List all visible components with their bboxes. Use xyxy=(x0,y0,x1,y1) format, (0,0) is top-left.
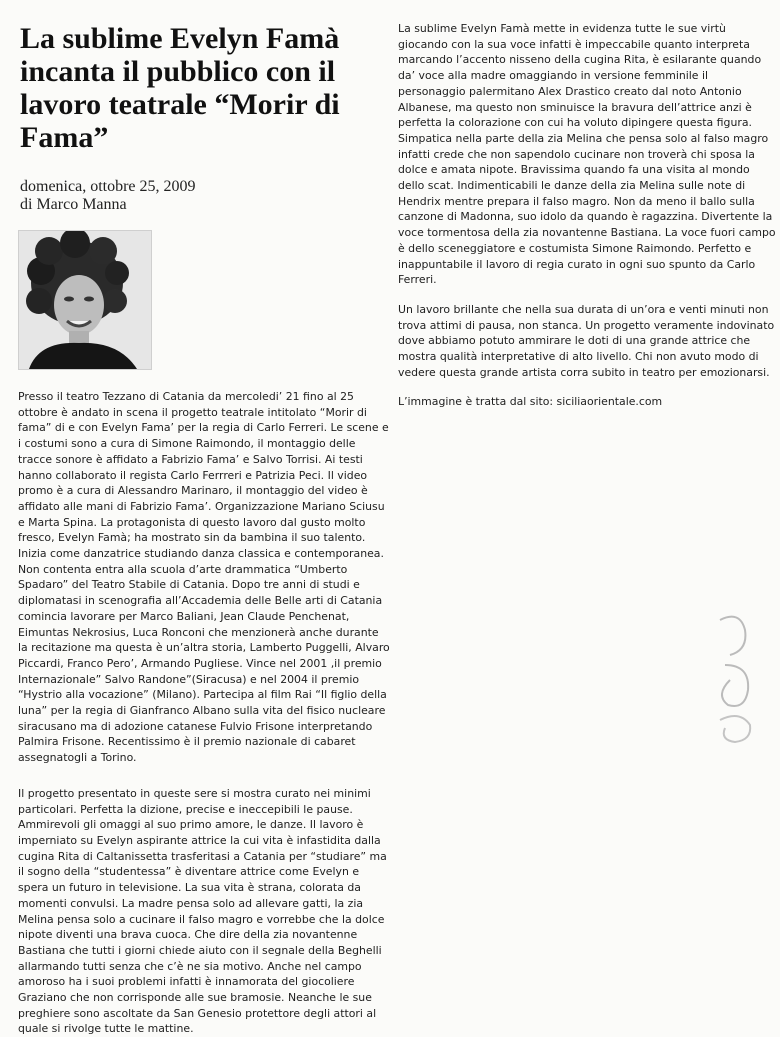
paragraph-3: La sublime Evelyn Famà mette in evidenza tutte le sue virtù giocando con la sua voce infatti è impeccabile quanto interpreta marcando l’accento nisseno della cugina Rita, è esilarante quando da’ voce alla madre omaggiando in versione femminile il personaggio palermitano Alex Drastico creato dal noto Antonio Albanese, ma questo non sminuisce la bravura dell’attrice anzi è perfetta la colorazione con cui ha voluto dipingere questa figura. Simpatica nella parte della zia Melina che pensa solo al falso magro infatti crede che non sapendolo cucinare non troverà chi sposa la dolce e amata nipote. Bravissima quando fa una visita al mondo dello scat. Indimenticabili le danze della zia Melina sulle note di Hendrix mentre prepara il falso magro. Non da meno il ballo sulla canzone di Madonna, suo idolo da quando è ragazzina. Divertente la voce tormentosa della zia novantenne Bastiana. La voce fuori campo è dello sceneggiatore e costumista Simone Raimondo. Perfetto e inappuntabile il lavoro di regia curato in ogni suo spunto da Carlo Ferreri. xyxy=(398,22,776,287)
handwritten-margin-mark xyxy=(700,610,770,750)
portrait-photo-icon xyxy=(18,230,152,370)
article-date: domenica, ottobre 25, 2009 xyxy=(20,178,196,195)
article-byline: di Marco Manna xyxy=(20,196,127,213)
article-title: La sublime Evelyn Famà incanta il pubblico con il lavoro teatrale “Morir di Fama” xyxy=(20,22,340,154)
dateline xyxy=(20,178,370,214)
paragraph-1: Presso il teatro Tezzano di Catania da mercoledi’ 21 fino al 25 ottobre è andato in scena il progetto teatrale intitolato “Morir di fama” di e con Evelyn Fama’ per la regia di Carlo Ferreri. Le scene e i costumi sono a cura di Simone Raimondo, il montaggio delle tracce sonore è affidato a Fabrizio Fama’ e Salvo Torrisi. Ai testi hanno collaborato il regista Carlo Ferrreri e Patrizia Peci. Il video promo è a cura di Alessandro Marinaro, il montaggio del video è affidato alle mani di Fabrizio Fama’. Organizzazione Mariano Sciusu e Marta Spina. La protagonista di questo lavoro dal gusto molto fresco, Evelyn Famà; ha mostrato sin da bambina il suo talento. Inizia come danzatrice studiando danza classica e contemporanea. Non contenta entra alla scuola d’arte drammatica “Umberto Spadaro” del Teatro Stabile di Catania. Dopo tre anni di studi e diplomatasi in scenografia all’Accademia delle Belle arti di Catania comincia lavorare per Marco Baliani, Jean Claude Penchenat, Eimuntas Nekrosius, Luca Ronconi che menzionerà anche durante la recitazione ma questa è un’altra storia, Lamberto Puggelli, Alvaro Piccardi, Franco Pero’, Armando Pugliese. Vince nel 2001 ,il premio Internazionale” Salvo Randone”(Siracusa) e nel 2004 il premio “Hystrio alla vocazione” (Milano). Partecipa al film Rai “Il figlio della luna” per la regia di Gianfranco Albano sulla vita del fisico nucleare siracusano ma di adozione catanese Fulvio Frisone interpretando Palmira Frisone. Recentissimo è il premio nazionale di cabaret assegnatogli a Torino. xyxy=(18,390,390,765)
paragraph-4: Un lavoro brillante che nella sua durata di un’ora e venti minuti non trova attimi di pausa, non stanca. Un progetto veramente indovinato dove abbiamo potuto ammirare le doti di una grande attrice che mostra qualità interpretative di alto livello. Chi non avuto modo di vedere questa grande artista corra subito in teatro per emozionarsi. xyxy=(398,302,775,379)
image-source-note: L’immagine è tratta dal sito: siciliaorientale.com xyxy=(398,395,663,409)
paragraph-2: Il progetto presentato in queste sere si mostra curato nei minimi particolari. Perfetta la dizione, precise e ineccepibili le pause. Ammirevoli gli omaggi al suo primo amore, le danze. Il lavoro è imperniato su Evelyn aspirante attrice la cui vita è infastidita dalla cugina Rita di Caltanissetta trasferitasi a Catania per “studiare” ma il sogno della “studentessa” è diventare attrice come Evelyn e spera un futuro in televisione. La sua vita è strana, colorata da momenti convulsi. La madre pensa solo ad allevare gatti, la zia Melina pensa solo a cucinare il falso magro e vorrebbe che la dolce nipote diventi una brava cuoca. Che dire della zia novantenne Bastiana che tutti i giorni chiede aiuto con il segnale della Beghelli allarmando tutti senza che c’è ne sia motivo. Anche nel campo amoroso ha i suoi problemi infatti è innamorata del giocoliere Graziano che non corrisponde alle sue bramosie. Neanche le sue preghiere sono ascoltate da San Genesio protettore degli attori al quale si rivolge tutte le mattine. xyxy=(18,786,387,1036)
portrait-photo-drawing xyxy=(19,231,151,369)
left-column xyxy=(18,389,390,1037)
right-column xyxy=(398,21,778,410)
